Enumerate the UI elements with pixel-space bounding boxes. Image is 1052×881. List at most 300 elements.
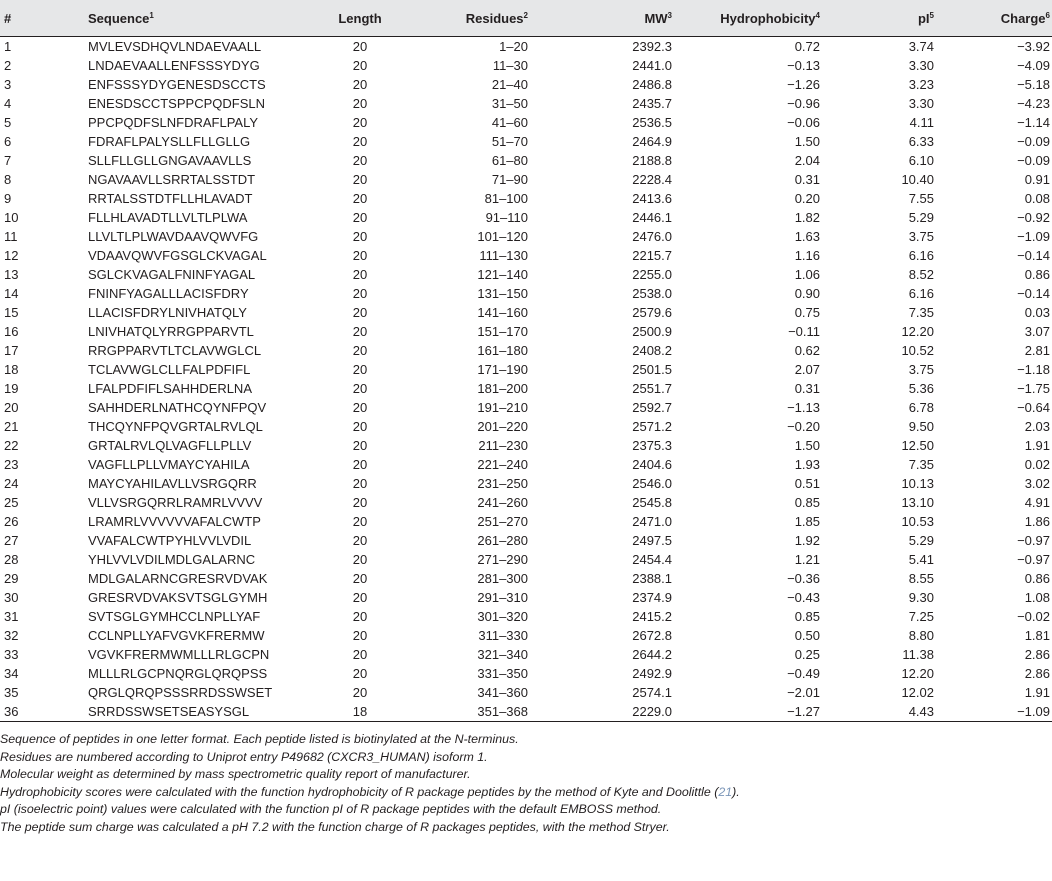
- table-row: [0, 474, 1052, 493]
- cell-length: 20: [352, 134, 368, 149]
- column-header-hydrophobicity: [690, 0, 848, 37]
- footnote-4-end: ).: [732, 784, 740, 799]
- cell-length: 20: [352, 248, 368, 263]
- cell-sequence: SAHHDERLNATHCQYNFPQV: [88, 400, 267, 415]
- cell-molecular-weight: 2228.4: [632, 172, 672, 187]
- footnote-marker: 1: [149, 10, 154, 20]
- cell-sequence: CCLNPLLYAFVGVKFRERMW: [88, 628, 265, 643]
- cell-sequence: LLACISFDRYLNIVHATQLY: [88, 305, 247, 320]
- cell-isoelectric-point: 3.30: [908, 96, 934, 111]
- cell-molecular-weight: 2551.7: [632, 381, 672, 396]
- column-header-label: Length: [338, 10, 382, 26]
- cell-charge: −0.64: [1017, 400, 1050, 415]
- cell-isoelectric-point: 10.13: [901, 476, 934, 491]
- table-row: [0, 341, 1052, 360]
- table-row: [0, 531, 1052, 550]
- cell-residues: 331–350: [477, 666, 528, 681]
- cell-isoelectric-point: 10.40: [901, 172, 934, 187]
- cell-sequence: VAGFLLPLLVMAYCYAHILA: [88, 457, 250, 472]
- cell-length: 20: [352, 609, 368, 624]
- cell-sequence: LFALPDFIFLSAHHDERLNA: [88, 381, 252, 396]
- table-row: [0, 436, 1052, 455]
- cell-molecular-weight: 2464.9: [632, 134, 672, 149]
- cell-sequence: VDAAVQWVFGSGLCKVAGAL: [88, 248, 267, 263]
- cell-residues: 111–130: [479, 248, 528, 263]
- cell-molecular-weight: 2229.0: [632, 704, 672, 719]
- cell-isoelectric-point: 7.35: [908, 457, 934, 472]
- cell-residues: 161–180: [477, 343, 528, 358]
- cell-row-number: 5: [4, 115, 12, 130]
- cell-length: 20: [352, 58, 368, 73]
- cell-hydrophobicity: 1.85: [794, 514, 820, 529]
- cell-hydrophobicity: −0.11: [788, 324, 820, 339]
- cell-molecular-weight: 2476.0: [632, 229, 672, 244]
- cell-molecular-weight: 2492.9: [632, 666, 672, 681]
- cell-charge: 3.02: [1024, 476, 1050, 491]
- cell-charge: −1.09: [1017, 229, 1050, 244]
- cell-molecular-weight: 2374.9: [632, 590, 672, 605]
- column-header-sequence: [68, 0, 300, 37]
- cell-length: 20: [352, 571, 368, 586]
- cell-residues: 11–30: [492, 58, 528, 73]
- cell-hydrophobicity: 1.50: [794, 134, 820, 149]
- cell-molecular-weight: 2408.2: [632, 343, 672, 358]
- cell-isoelectric-point: 3.23: [908, 77, 934, 92]
- cell-length: 20: [352, 685, 368, 700]
- cell-hydrophobicity: 0.31: [794, 172, 820, 187]
- cell-sequence: LRAMRLVVVVVVAFALCWTP: [88, 514, 261, 529]
- cell-length: 20: [352, 210, 368, 225]
- cell-hydrophobicity: 1.63: [794, 229, 820, 244]
- cell-row-number: 12: [4, 248, 19, 263]
- table-row: [0, 151, 1052, 170]
- table-row: [0, 607, 1052, 626]
- cell-hydrophobicity: 0.62: [794, 343, 820, 358]
- cell-residues: 191–210: [477, 400, 528, 415]
- column-header-label: Residues: [465, 10, 524, 26]
- cell-residues: 321–340: [477, 647, 528, 662]
- cell-sequence: VLLVSRGQRRLRAMRLVVVV: [88, 495, 263, 510]
- cell-residues: 181–200: [477, 381, 528, 396]
- cell-sequence: RRGPPARVTLTCLAVWGLCL: [88, 343, 262, 358]
- cell-charge: 2.86: [1024, 647, 1050, 662]
- footnote-1: Sequence of peptides in one letter format. Each peptide listed is biotinylated at the N-terminus.: [0, 732, 519, 746]
- table-row: [0, 94, 1052, 113]
- cell-isoelectric-point: 3.74: [908, 39, 934, 54]
- table-row: [0, 664, 1052, 683]
- cell-length: 20: [352, 419, 368, 434]
- cell-sequence: YHLVVLVDILMDLGALARNC: [88, 552, 256, 567]
- cell-row-number: 2: [4, 58, 12, 73]
- cell-length: 20: [352, 153, 368, 168]
- cell-isoelectric-point: 13.10: [901, 495, 934, 510]
- cell-row-number: 4: [4, 96, 12, 111]
- table-row: [0, 227, 1052, 246]
- cell-isoelectric-point: 4.11: [909, 115, 934, 130]
- table-row: [0, 246, 1052, 265]
- cell-molecular-weight: 2579.6: [632, 305, 672, 320]
- cell-sequence: MAYCYAHILAVLLVSRGQRR: [88, 476, 257, 491]
- cell-molecular-weight: 2672.8: [632, 628, 672, 643]
- cell-residues: 21–40: [491, 77, 528, 92]
- table-header: [0, 0, 1052, 37]
- cell-length: 20: [352, 495, 368, 510]
- cell-charge: 1.08: [1024, 590, 1050, 605]
- cell-residues: 151–170: [477, 324, 528, 339]
- cell-sequence: SRRDSSWSETSEASYSGL: [88, 704, 250, 719]
- cell-row-number: 16: [4, 324, 19, 339]
- cell-row-number: 10: [4, 210, 19, 225]
- cell-charge: −4.23: [1017, 96, 1050, 111]
- column-header-charge: [948, 0, 1052, 37]
- footnote-marker: 3: [667, 10, 672, 20]
- table-row: [0, 265, 1052, 284]
- cell-charge: 2.86: [1024, 666, 1050, 681]
- cell-molecular-weight: 2500.9: [632, 324, 672, 339]
- cell-sequence: FNINFYAGALLLACISFDRY: [88, 286, 249, 301]
- cell-charge: −0.92: [1017, 210, 1050, 225]
- cell-charge: 0.91: [1024, 172, 1050, 187]
- table-row: [0, 417, 1052, 436]
- cell-row-number: 24: [4, 476, 19, 491]
- table-row: [0, 284, 1052, 303]
- cell-row-number: 21: [4, 419, 19, 434]
- cell-hydrophobicity: 1.16: [794, 248, 820, 263]
- cell-residues: 251–270: [477, 514, 528, 529]
- cell-isoelectric-point: 11.38: [902, 647, 934, 662]
- cell-molecular-weight: 2592.7: [632, 400, 672, 415]
- cell-row-number: 7: [4, 153, 12, 168]
- cell-sequence: GRTALRVLQLVAGFLLPLLV: [88, 438, 252, 453]
- cell-sequence: LLVLTLPLWAVDAAVQWVFG: [88, 229, 259, 244]
- cell-length: 20: [352, 229, 368, 244]
- column-header-row-number: [0, 0, 68, 37]
- cell-isoelectric-point: 3.75: [908, 362, 934, 377]
- cell-residues: 231–250: [477, 476, 528, 491]
- cell-length: 20: [352, 286, 368, 301]
- cell-row-number: 33: [4, 647, 19, 662]
- cell-residues: 121–140: [477, 267, 528, 282]
- cell-row-number: 15: [4, 305, 19, 320]
- column-header-label: pI: [917, 10, 930, 26]
- table-body: [0, 37, 1052, 722]
- cell-residues: 101–120: [477, 229, 528, 244]
- cell-molecular-weight: 2404.6: [632, 457, 672, 472]
- cell-molecular-weight: 2546.0: [632, 476, 672, 491]
- footnote-3: Molecular weight as determined by mass spectrometric quality report of manufacturer.: [0, 767, 471, 782]
- cell-length: 20: [352, 400, 368, 415]
- cell-molecular-weight: 2215.7: [632, 248, 672, 263]
- cell-charge: −0.97: [1017, 552, 1050, 567]
- cell-molecular-weight: 2188.8: [632, 153, 672, 168]
- cell-hydrophobicity: 1.50: [794, 438, 820, 453]
- cell-length: 18: [352, 704, 368, 719]
- cell-hydrophobicity: −0.20: [787, 419, 820, 434]
- cell-row-number: 9: [4, 191, 12, 206]
- cell-row-number: 30: [4, 590, 19, 605]
- cell-isoelectric-point: 7.25: [908, 609, 934, 624]
- cell-row-number: 35: [4, 685, 19, 700]
- table-row: [0, 683, 1052, 702]
- cell-row-number: 8: [4, 172, 12, 187]
- footnote-marker: 2: [523, 10, 528, 20]
- cell-sequence: RRTALSSTDTFLLHLAVADT: [88, 191, 253, 206]
- cell-isoelectric-point: 3.75: [908, 229, 934, 244]
- cell-isoelectric-point: 4.43: [908, 704, 934, 719]
- column-header-label: Charge: [1000, 10, 1046, 26]
- table-row: [0, 702, 1052, 722]
- cell-isoelectric-point: 8.52: [908, 267, 934, 282]
- cell-length: 20: [352, 172, 368, 187]
- cell-hydrophobicity: −0.49: [787, 666, 820, 681]
- cell-residues: 221–240: [477, 457, 528, 472]
- cell-length: 20: [352, 96, 368, 111]
- cell-charge: 4.91: [1024, 495, 1050, 510]
- cell-molecular-weight: 2446.1: [632, 210, 672, 225]
- column-header-label: Hydrophobicity: [720, 10, 816, 26]
- cell-residues: 201–220: [477, 419, 528, 434]
- cell-isoelectric-point: 12.50: [901, 438, 934, 453]
- cell-hydrophobicity: 2.07: [794, 362, 820, 377]
- cell-length: 20: [352, 39, 368, 54]
- cell-isoelectric-point: 7.35: [908, 305, 934, 320]
- cell-residues: 261–280: [477, 533, 528, 548]
- cell-row-number: 6: [4, 134, 12, 149]
- cell-molecular-weight: 2413.6: [632, 191, 672, 206]
- cell-residues: 281–300: [477, 571, 528, 586]
- cell-length: 20: [352, 628, 368, 643]
- cell-isoelectric-point: 9.50: [908, 419, 934, 434]
- cell-hydrophobicity: 0.51: [794, 476, 820, 491]
- cell-charge: 0.86: [1024, 267, 1050, 282]
- cell-charge: −0.02: [1017, 609, 1050, 624]
- cell-isoelectric-point: 10.53: [901, 514, 934, 529]
- cell-row-number: 32: [4, 628, 19, 643]
- cell-sequence: ENFSSSYDYGENESDSCCTS: [88, 77, 266, 92]
- cell-sequence: THCQYNFPQVGRTALRVLQL: [88, 419, 263, 434]
- cell-hydrophobicity: −2.01: [787, 685, 820, 700]
- cell-molecular-weight: 2501.5: [632, 362, 672, 377]
- cell-residues: 341–360: [477, 685, 528, 700]
- cell-molecular-weight: 2375.3: [632, 438, 672, 453]
- cell-charge: −4.09: [1017, 58, 1050, 73]
- reference-link[interactable]: 21: [718, 784, 733, 799]
- table-row: [0, 588, 1052, 607]
- footnote-4: [0, 784, 1052, 802]
- cell-hydrophobicity: 0.25: [794, 647, 820, 662]
- column-header-isoelectric-point: [848, 0, 948, 37]
- header-row: [0, 0, 1052, 37]
- footnote-marker: 4: [815, 10, 820, 20]
- cell-length: 20: [352, 476, 368, 491]
- cell-charge: 1.86: [1024, 514, 1050, 529]
- cell-isoelectric-point: 6.16: [908, 286, 934, 301]
- cell-residues: 81–100: [484, 191, 528, 206]
- cell-length: 20: [352, 666, 368, 681]
- footnote-6: The peptide sum charge was calculated a pH 7.2 with the function charge of R packages peptides, with the method Stryer.: [0, 819, 670, 834]
- cell-molecular-weight: 2435.7: [632, 96, 672, 111]
- cell-row-number: 20: [4, 400, 19, 415]
- cell-isoelectric-point: 5.36: [908, 381, 934, 396]
- table-row: [0, 322, 1052, 341]
- cell-charge: −1.14: [1017, 115, 1050, 130]
- table-row: [0, 379, 1052, 398]
- cell-length: 20: [352, 77, 368, 92]
- cell-hydrophobicity: 0.31: [794, 381, 820, 396]
- table-row: [0, 455, 1052, 474]
- table-footnotes: [0, 731, 1052, 837]
- cell-molecular-weight: 2454.4: [632, 552, 672, 567]
- table-row: [0, 113, 1052, 132]
- cell-length: 20: [352, 533, 368, 548]
- cell-molecular-weight: 2388.1: [632, 571, 672, 586]
- cell-residues: 171–190: [477, 362, 528, 377]
- cell-row-number: 13: [4, 267, 19, 282]
- cell-molecular-weight: 2536.5: [632, 115, 672, 130]
- cell-length: 20: [352, 514, 368, 529]
- cell-residues: 271–290: [477, 552, 528, 567]
- cell-isoelectric-point: 5.29: [908, 533, 934, 548]
- cell-row-number: 36: [4, 704, 19, 719]
- cell-charge: 2.03: [1024, 419, 1050, 434]
- cell-residues: 41–60: [491, 115, 528, 130]
- cell-charge: −1.18: [1017, 362, 1050, 377]
- cell-sequence: SVTSGLGYMHCCLNPLLYAF: [88, 609, 261, 624]
- cell-hydrophobicity: 1.82: [794, 210, 820, 225]
- cell-isoelectric-point: 10.52: [901, 343, 934, 358]
- column-header-molecular-weight: [580, 0, 690, 37]
- column-header-label: #: [4, 10, 12, 26]
- cell-hydrophobicity: 1.92: [794, 533, 820, 548]
- table-row: [0, 56, 1052, 75]
- cell-row-number: 14: [4, 286, 19, 301]
- cell-row-number: 31: [4, 609, 19, 624]
- cell-charge: −0.14: [1017, 248, 1050, 263]
- cell-residues: 1–20: [499, 39, 528, 54]
- cell-hydrophobicity: −1.13: [787, 400, 820, 415]
- cell-molecular-weight: 2538.0: [632, 286, 672, 301]
- cell-row-number: 17: [4, 343, 19, 358]
- cell-charge: −0.14: [1017, 286, 1050, 301]
- cell-molecular-weight: 2441.0: [632, 58, 672, 73]
- footnote-4-text: Hydrophobicity scores were calculated with the function hydrophobicity of R package peptides by the method of Kyte and Doolittle (: [0, 784, 719, 799]
- cell-charge: 0.08: [1024, 191, 1050, 206]
- table-row: [0, 189, 1052, 208]
- cell-length: 20: [352, 647, 368, 662]
- table-row: [0, 398, 1052, 417]
- cell-residues: 141–160: [477, 305, 528, 320]
- table-row: [0, 170, 1052, 189]
- cell-charge: 0.02: [1024, 457, 1050, 472]
- cell-residues: 71–90: [491, 172, 528, 187]
- cell-charge: −5.18: [1017, 77, 1050, 92]
- cell-residues: 311–330: [478, 628, 528, 643]
- cell-residues: 211–230: [478, 438, 528, 453]
- cell-isoelectric-point: 6.10: [908, 153, 934, 168]
- table-row: [0, 493, 1052, 512]
- cell-row-number: 11: [4, 229, 18, 244]
- cell-molecular-weight: 2571.2: [632, 419, 672, 434]
- cell-residues: 61–80: [491, 153, 528, 168]
- cell-residues: 291–310: [477, 590, 528, 605]
- cell-hydrophobicity: 0.50: [794, 628, 820, 643]
- cell-isoelectric-point: 6.16: [908, 248, 934, 263]
- cell-isoelectric-point: 6.33: [908, 134, 934, 149]
- cell-length: 20: [352, 343, 368, 358]
- cell-charge: 0.86: [1024, 571, 1050, 586]
- cell-length: 20: [352, 457, 368, 472]
- cell-hydrophobicity: 1.21: [794, 552, 820, 567]
- footnote-2: Residues are numbered according to Uniprot entry P49682 (CXCR3_HUMAN) isoform 1.: [0, 749, 488, 764]
- cell-row-number: 19: [4, 381, 19, 396]
- column-header-residues: [420, 0, 580, 37]
- cell-sequence: LNDAEVAALLENFSSSYDYG: [88, 58, 260, 73]
- cell-charge: −1.75: [1017, 381, 1050, 396]
- cell-isoelectric-point: 8.80: [908, 628, 934, 643]
- cell-molecular-weight: 2255.0: [632, 267, 672, 282]
- cell-charge: −3.92: [1017, 39, 1050, 54]
- column-header-label: MW: [644, 10, 668, 26]
- cell-residues: 131–150: [477, 286, 528, 301]
- table-row: [0, 303, 1052, 322]
- cell-hydrophobicity: −0.13: [787, 58, 820, 73]
- cell-charge: 3.07: [1024, 324, 1050, 339]
- cell-molecular-weight: 2574.1: [632, 685, 672, 700]
- cell-hydrophobicity: 0.85: [794, 495, 820, 510]
- cell-sequence: LNIVHATQLYRRGPPARVTL: [88, 324, 254, 339]
- cell-sequence: QRGLQRQPSSSRRDSSWSET: [88, 685, 273, 700]
- cell-hydrophobicity: −0.06: [787, 115, 820, 130]
- cell-hydrophobicity: −0.96: [787, 96, 820, 111]
- cell-row-number: 1: [4, 39, 12, 54]
- cell-sequence: NGAVAAVLLSRRTALSSTDT: [88, 172, 256, 187]
- cell-sequence: SLLFLLGLLGNGAVAAVLLS: [88, 153, 252, 168]
- cell-row-number: 25: [4, 495, 19, 510]
- table-row: [0, 360, 1052, 379]
- cell-molecular-weight: 2545.8: [632, 495, 672, 510]
- cell-molecular-weight: 2497.5: [632, 533, 672, 548]
- cell-row-number: 34: [4, 666, 19, 681]
- cell-sequence: VVAFALCWTPYHLVVLVDIL: [88, 533, 252, 548]
- cell-sequence: VGVKFRERMWMLLLRLGCPN: [88, 647, 270, 662]
- cell-residues: 91–110: [485, 210, 528, 225]
- cell-hydrophobicity: −1.26: [787, 77, 820, 92]
- cell-molecular-weight: 2392.3: [632, 39, 672, 54]
- cell-residues: 31–50: [491, 96, 528, 111]
- cell-residues: 241–260: [477, 495, 528, 510]
- cell-length: 20: [352, 191, 368, 206]
- cell-hydrophobicity: 0.90: [794, 286, 820, 301]
- cell-sequence: MLLLRLGCPNQRGLQRQPSS: [88, 666, 268, 681]
- table-row: [0, 569, 1052, 588]
- cell-row-number: 18: [4, 362, 19, 377]
- cell-charge: −0.09: [1017, 153, 1050, 168]
- cell-residues: 301–320: [477, 609, 528, 624]
- cell-length: 20: [352, 305, 368, 320]
- cell-charge: −0.09: [1017, 134, 1050, 149]
- table-row: [0, 208, 1052, 227]
- cell-sequence: FDRAFLPALYSLLFLLGLLG: [88, 134, 251, 149]
- cell-sequence: TCLAVWGLCLLFALPDFIFL: [88, 362, 251, 377]
- cell-residues: 51–70: [491, 134, 528, 149]
- cell-charge: −0.97: [1017, 533, 1050, 548]
- cell-sequence: MVLEVSDHQVLNDAEVAALL: [88, 39, 262, 54]
- cell-row-number: 27: [4, 533, 19, 548]
- cell-charge: 2.81: [1024, 343, 1050, 358]
- cell-isoelectric-point: 9.30: [908, 590, 934, 605]
- cell-length: 20: [352, 552, 368, 567]
- cell-length: 20: [352, 115, 368, 130]
